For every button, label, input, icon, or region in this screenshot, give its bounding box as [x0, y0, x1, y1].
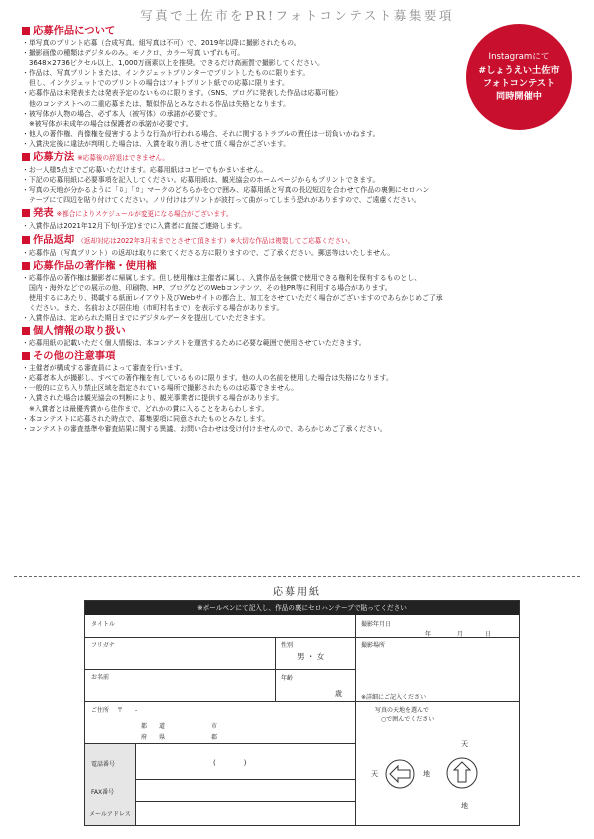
section-heading-text: 発表	[33, 207, 54, 220]
guideline-line: ・一般的に立ち入り禁止区域を指定されている場所で撮影されたものは応募できません。	[22, 384, 299, 393]
section-marker-icon	[22, 262, 30, 270]
arrow-up-icon[interactable]	[445, 751, 479, 795]
section-heading	[22, 25, 582, 38]
section-heading-text: 応募作品の著作権・使用権	[33, 259, 157, 272]
section-heading-text: 個人情報の取り扱い	[33, 325, 126, 338]
postal-mark: 〒 -	[117, 707, 138, 714]
arrow-left-icon[interactable]	[381, 758, 421, 790]
rule	[85, 701, 355, 702]
guideline-line: ・入賞決定後に違法が判明した場合は、入賞を取り消しさせて頂く場合がございます。	[22, 139, 291, 148]
cut-line	[14, 576, 580, 577]
guideline-line: ・コンテストの審査基準や審査結果に関する異議、お問い合わせは受け付けませんので、あらかじめご了承ください。	[22, 424, 387, 433]
section-heading	[22, 234, 582, 248]
date-label: 撮影年月日	[361, 621, 392, 628]
furigana-label: フリガナ	[91, 642, 115, 649]
email-label: メールアドレス	[89, 811, 131, 818]
guideline-line: ください。また、名前および居住地（市町村名まで）を表示する場合があります。	[29, 303, 284, 312]
section-heading-text: 応募作品について	[33, 25, 116, 37]
prefecture-to-do: 都 道	[141, 723, 166, 730]
section-note: ※応募後の辞退はできません。	[77, 154, 169, 163]
guideline-line: テープにて四辺を貼り付けてください。ノリ付けはプリントが波打って曲がってしまう恐れがありますので、ご遠慮ください。	[29, 196, 421, 205]
entry-form	[84, 600, 520, 826]
section-note: （返却対応は2022年3月末までとさせて頂きます）※大切な作品は複製してご応募ください。	[77, 236, 355, 245]
guideline-line: ・他人の著作権、肖像権を侵害するような行為が行われる場合、それに関するトラブルの責任は一切負いかねます。	[22, 129, 380, 138]
city-unit: 市	[211, 723, 218, 730]
badge-line-4: 同時開催中	[496, 91, 542, 102]
rule	[355, 615, 356, 825]
gender-label: 性別	[281, 642, 294, 649]
badge-line-3: フォトコンテスト	[482, 78, 556, 89]
form-title: 応募用紙	[273, 587, 321, 598]
section-marker-icon	[22, 27, 30, 35]
guideline-line: ・応募者本人が撮影し、すべての著作権を有しているものに限ります。他の人の名前を使用した場合は失格になります。	[22, 374, 393, 383]
badge-line-2: #しょうえい土佐市	[478, 65, 560, 76]
name-label: お名前	[91, 674, 110, 681]
rule	[275, 669, 355, 670]
orientation-instruction-2: ○で囲んでください	[381, 716, 435, 723]
rule	[355, 701, 519, 702]
badge-line-1: Instagramにて	[488, 52, 550, 62]
address-label: ご住所	[91, 707, 110, 714]
section-marker-icon	[22, 209, 30, 217]
section-heading-text: 応募方法	[33, 151, 75, 164]
top-label-left: 天	[371, 770, 378, 778]
guideline-line: ・応募作品（写真プリント）の返却は取りに来てくださる方に限りますので、ご了承ください。郵送等はいたしません。	[22, 248, 395, 257]
section-note: ※都合によりスケジュールが変更になる場合がございます。	[56, 210, 233, 219]
section-marker-icon	[22, 352, 30, 360]
bottom-label-right: 地	[461, 802, 468, 810]
section-heading	[22, 151, 582, 165]
guideline-line: 但し、インクジェットでのプリントの場合はフォトプリント紙での応募に限ります。	[29, 79, 289, 88]
guideline-line: ・下記の応募用紙に必要事項を記入してください。応募用紙は、観光協会のホームページからもプリントできます。	[22, 176, 380, 185]
age-unit: 歳	[335, 690, 342, 698]
section-heading	[22, 207, 582, 221]
guideline-line: ・撮影画像の種類はデジタルのみ。モノクロ、カラー写真 いずれも可。	[22, 49, 245, 58]
place-note: ※詳細にご記入ください	[361, 694, 427, 701]
guideline-line: ・写真の天地が分かるように「⇩」「⇧」マークのどちらかを○で囲み、応募用紙と写真の長辺短辺を合わせて作品の裏側にセロハン	[22, 186, 430, 195]
date-month-unit: 月	[457, 631, 464, 638]
orientation-instruction-1: 写真の天地を選んで	[375, 707, 430, 714]
section-heading-text: 作品返却	[33, 233, 75, 246]
section-heading	[22, 325, 582, 338]
section-marker-icon	[22, 327, 30, 335]
guideline-line: ・作品は、写真プリントまたは、インクジェットプリンターでプリントしたものに限ります。	[22, 69, 310, 78]
guideline-line: 他のコンテストへの二重応募または、類似作品とみなされる作品は失格となります。	[29, 99, 291, 108]
prefecture-fu-ken: 府 県	[141, 734, 166, 741]
guideline-line: 使用するにあたり、掲載する紙面レイアウト及びWebサイトの都合上、加工をさせていただく場合がございますのであらかじめご了承	[29, 293, 443, 302]
age-label: 年齢	[281, 675, 294, 682]
county-unit: 郡	[211, 734, 218, 741]
title-label: タイトル	[91, 621, 115, 628]
date-year-unit: 年	[425, 631, 432, 638]
section-heading	[22, 260, 582, 273]
section-marker-icon	[22, 153, 30, 161]
rule	[135, 743, 136, 825]
section-heading-text: その他の注意事項	[33, 350, 116, 363]
guideline-line: ・被写体が人物の場合、必ず本人（被写体）の承諾が必要です。	[22, 109, 222, 118]
guideline-line: ・入賞された場合は観光協会の判断により、観光事業者に提供する場合があります。	[22, 394, 284, 403]
fax-label: FAX番号	[91, 789, 115, 796]
phone-parens: ( )	[213, 759, 247, 767]
page-title: 写真で土佐市をPR!フォトコンテスト募集要項	[140, 8, 454, 23]
guideline-line: ・入賞作品は、定められた期日までにデジタルデータを提出していただきます。	[22, 313, 270, 322]
guideline-line: 国内・海外などでの展示の他、印刷物、HP、ブログなどのWebコンテンツ、その他PR等に利用する場合があります。	[29, 283, 392, 292]
guideline-line: ・入賞作品は2021年12月下旬(予定)までに入賞者に直接ご連絡します。	[22, 222, 247, 231]
guideline-line: 3648×2736ピクセル以上、1,000万画素以上を推奨。できるだけ高画質で撮影してください。	[29, 59, 324, 68]
guideline-line: ・お一人様5点までご応募いただけます。応募用紙はコピーでもかまいません。	[22, 166, 268, 175]
guideline-line: ・応募作品は未発表または発表予定のないものに限ります。（SNS、ブログに発表した作品は応募可能）	[22, 89, 342, 98]
section-heading	[22, 350, 582, 363]
form-header: ※ボールペンにて記入し、作品の裏にセロハンテープで貼ってください	[85, 601, 519, 615]
bottom-label-left: 地	[423, 770, 430, 778]
guideline-line: ※入賞者とは最優秀賞から佳作まで、どれかの賞に入ることをあらわします。	[29, 404, 269, 413]
place-label: 撮影場所	[361, 642, 386, 649]
date-day-unit: 日	[485, 631, 492, 638]
guideline-line: ・単写真のプリント応募（合成写真、組写真は不可）で、2019年以降に撮影されたもの。	[22, 39, 301, 47]
guidelines-content	[22, 23, 582, 434]
top-label-right: 天	[461, 740, 468, 748]
phone-label: 電話番号	[91, 761, 116, 768]
guideline-line: ・本コンテストに応募された時点で、募集要項に同意されたものとみなします。	[22, 414, 270, 423]
guideline-line: ・応募作品の著作権は撮影者に帰属します。但し使用権は主催者に属し、入賞作品を無償で使用できる権利を保有するものとし、	[22, 273, 422, 282]
section-marker-icon	[22, 236, 30, 244]
guideline-line: ・応募用紙の記載いただく個人情報は、本コンテストを運営するために必要な範囲で使用させていただきます。	[22, 339, 366, 348]
guideline-line: ・主催者が構成する審査員によって審査を行います。	[22, 364, 187, 373]
rule	[355, 637, 519, 638]
rule	[85, 637, 355, 638]
gender-options[interactable]: 男 ・ 女	[297, 652, 325, 661]
guideline-line: ※被写体が未成年の場合は保護者の承諾が必要です。	[29, 119, 193, 128]
